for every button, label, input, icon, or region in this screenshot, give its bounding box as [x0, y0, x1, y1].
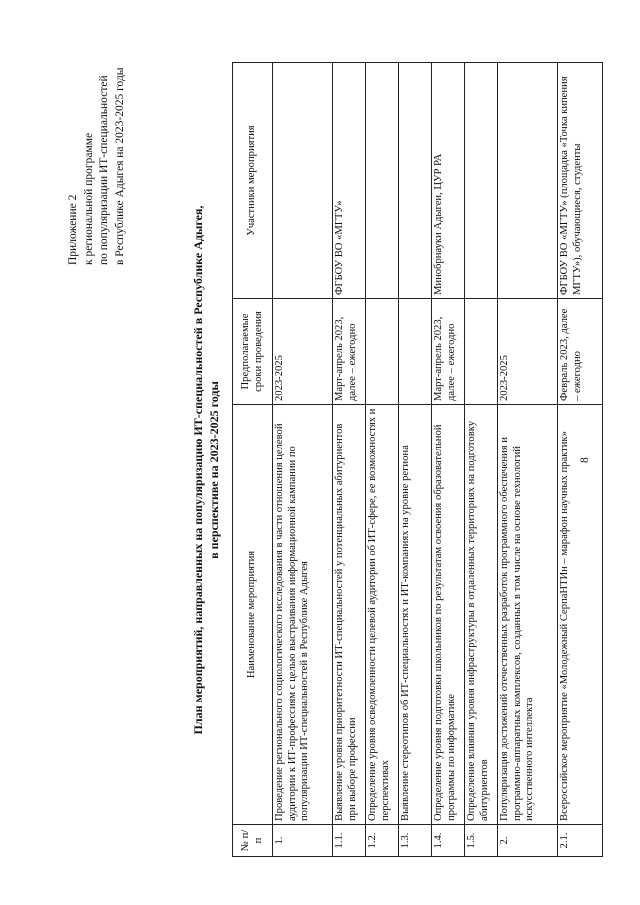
- table-row: [366, 63, 399, 857]
- row-period: 2023-2025: [498, 299, 558, 405]
- row-participants: ФГБОУ ВО «МГТУ» (площадка «Точка кипения МГТУ»), обучающиеся, студенты: [558, 63, 603, 299]
- row-participants: [498, 63, 558, 299]
- appendix-line: по популяризации ИТ-специальностей: [98, 75, 110, 265]
- row-participants: [465, 63, 498, 299]
- row-name: Определение уровня осведомленности целевой аудитории об ИТ-сфере, ее возможностях и перспективах: [366, 405, 399, 825]
- header-participants: Участники мероприятия: [233, 63, 273, 299]
- row-name: Определение уровня подготовки школьников по результатам освоения образовательной программы по информатике: [432, 405, 465, 825]
- appendix-line: Приложение 2: [67, 194, 79, 265]
- appendix-line: в Республике Адыгея на 2023-2025 годы: [113, 67, 126, 265]
- header-name: Наименование мероприятия: [233, 405, 273, 825]
- row-participants: Минобрнауки Адыгеи, ЦУР РА: [432, 63, 465, 299]
- row-name: Проведение регионального социологического исследования в части отношения целевой аудитории к ИТ-профессиям с целью выстраивания информационной кампании по популяризации ИТ-специальностей в Республике Адыгея: [273, 405, 333, 825]
- row-name: Определение влияния уровня инфраструктуры в отдаленных территориях на подготовку абитуриентов: [465, 405, 498, 825]
- table-row: [399, 63, 432, 857]
- row-period: [399, 299, 432, 405]
- header-num: № п/п: [233, 825, 273, 857]
- row-participants: [399, 63, 432, 299]
- row-name: Выявление уровня приоритетности ИТ-специальностей у потенциальных абитуриентов при выборе профессии: [333, 405, 366, 825]
- table-row: [333, 63, 366, 857]
- title-line-1: План мероприятий, направленных на популяризацию ИТ-специальностей в Республике Адыгея,: [191, 205, 205, 735]
- table-row: [273, 63, 333, 857]
- row-num: 1.3.: [399, 825, 432, 857]
- table-row: [432, 63, 465, 857]
- row-period: [465, 299, 498, 405]
- row-name: Популяризация достижений отечественных разработок программного обеспечения и программно-аппаратных комплексов, созданных в том числе на основе технологий искусственного интеллекта: [498, 405, 558, 825]
- row-num: 2.1.: [558, 825, 603, 857]
- header-period: Предполагаемые сроки проведения: [233, 299, 273, 405]
- table-row: [498, 63, 558, 857]
- row-participants: [366, 63, 399, 299]
- row-num: 2.: [498, 825, 558, 857]
- row-participants: [273, 63, 333, 299]
- table-header-row: [233, 63, 273, 857]
- row-name: Всероссийское мероприятие «Молодежный СерпаНТИн – марафон научных практик»: [558, 405, 603, 825]
- row-period: Март-апрель 2023, далее – ежегодно: [333, 299, 366, 405]
- row-num: 1.: [273, 825, 333, 857]
- row-num: 1.2.: [366, 825, 399, 857]
- row-num: 1.4.: [432, 825, 465, 857]
- row-name: Выявление стереотипов об ИТ-специальностях и ИТ-компаниях на уровне региона: [399, 405, 432, 825]
- row-participants: ФГБОУ ВО «МГТУ»: [333, 63, 366, 299]
- row-num: 1.5.: [465, 825, 498, 857]
- page-number: 8: [579, 457, 591, 463]
- row-num: 1.1.: [333, 825, 366, 857]
- table-row: [465, 63, 498, 857]
- row-period: Март-апрель 2023, далее – ежегодно: [432, 299, 465, 405]
- row-period: 2023-2025: [273, 299, 333, 405]
- appendix-line: к региональной программе: [82, 132, 95, 265]
- title-line-2: в перспективе на 2023-2025 годы: [207, 381, 221, 559]
- plan-table: [232, 62, 603, 857]
- document-title: [190, 145, 222, 795]
- row-period: [366, 299, 399, 405]
- row-period: Февраль 2023, далее – ежегодно: [558, 299, 603, 405]
- appendix-note: [66, 5, 128, 265]
